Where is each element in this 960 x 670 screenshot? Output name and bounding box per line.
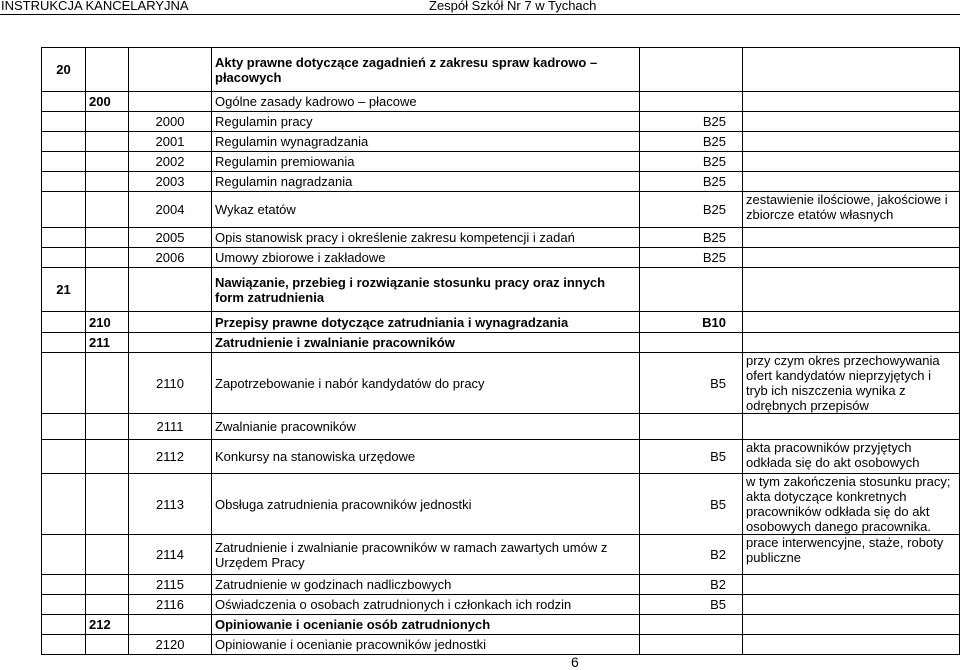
table-row xyxy=(42,353,960,414)
row-title: Regulamin pracy xyxy=(212,112,640,132)
item-code: 2001 xyxy=(129,132,212,152)
row-title: Regulamin premiowania xyxy=(212,152,640,172)
category: B2 xyxy=(640,535,743,575)
item-code: 2005 xyxy=(129,228,212,248)
subgroup-code: 210 xyxy=(86,312,129,333)
remark: akta pracowników przyjętych odkłada się do akt osobowych xyxy=(743,440,960,474)
row-title: Przepisy prawne dotyczące zatrudniania i wynagradzania xyxy=(212,312,640,333)
table-row xyxy=(42,414,960,440)
row-title: Oświadczenia o osobach zatrudnionych i członkach ich rodzin xyxy=(212,595,640,615)
category: B5 xyxy=(640,353,743,414)
row-title: Zatrudnienie i zwalnianie pracowników xyxy=(212,333,640,353)
table-row xyxy=(42,333,960,353)
row-title: Opis stanowisk pracy i określenie zakresu kompetencji i zadań xyxy=(212,228,640,248)
item-code: 2113 xyxy=(129,474,212,535)
table-row xyxy=(42,312,960,333)
item-code: 2110 xyxy=(129,353,212,414)
category: B2 xyxy=(640,575,743,595)
row-title: Ogólne zasady kadrowo – płacowe xyxy=(212,92,640,112)
row-title: Regulamin nagradzania xyxy=(212,172,640,192)
item-code: 2000 xyxy=(129,112,212,132)
category: B25 xyxy=(640,152,743,172)
remark: w tym zakończenia stosunku pracy; akta dotyczące konkretnych pracowników odkłada się do akt osobowych danego pracownika. xyxy=(743,474,960,535)
row-title: Zatrudnienie i zwalnianie pracowników w ramach zawartych umów z Urzędem Pracy xyxy=(212,535,640,575)
row-title: Umowy zbiorowe i zakładowe xyxy=(212,248,640,268)
category: B5 xyxy=(640,595,743,615)
section-title: Akty prawne dotyczące zagadnień z zakresu spraw kadrowo – płacowych xyxy=(212,48,640,92)
table-row xyxy=(42,192,960,228)
subgroup-code: 200 xyxy=(86,92,129,112)
table-row xyxy=(42,474,960,535)
table-row xyxy=(42,248,960,268)
item-code: 2004 xyxy=(129,192,212,228)
subgroup-code: 212 xyxy=(86,615,129,635)
table-row xyxy=(42,92,960,112)
remark: prace interwencyjne, staże, roboty publiczne xyxy=(743,535,960,575)
table-row xyxy=(42,172,960,192)
item-code: 2003 xyxy=(129,172,212,192)
subgroup-code: 211 xyxy=(86,333,129,353)
row-title: Opiniowanie i ocenianie pracowników jednostki xyxy=(212,635,640,655)
remark: zestawienie ilościowe, jakościowe i zbiorcze etatów własnych xyxy=(743,192,960,228)
table-row xyxy=(42,440,960,474)
row-title: Zwalnianie pracowników xyxy=(212,414,640,440)
category: B25 xyxy=(640,112,743,132)
row-title: Zatrudnienie w godzinach nadliczbowych xyxy=(212,575,640,595)
category: B10 xyxy=(640,312,743,333)
table-row xyxy=(42,48,960,92)
item-code: 2120 xyxy=(129,635,212,655)
records-table xyxy=(41,47,960,655)
category: B25 xyxy=(640,192,743,228)
group-code: 20 xyxy=(42,48,86,92)
category: B25 xyxy=(640,248,743,268)
item-code: 2116 xyxy=(129,595,212,615)
category: B5 xyxy=(640,440,743,474)
category: B25 xyxy=(640,172,743,192)
table-row xyxy=(42,132,960,152)
header-center: Zespół Szkół Nr 7 w Tychach xyxy=(429,0,597,13)
item-code: 2002 xyxy=(129,152,212,172)
row-title: Opiniowanie i ocenianie osób zatrudnionych xyxy=(212,615,640,635)
item-code: 2114 xyxy=(129,535,212,575)
table-row xyxy=(42,228,960,248)
row-title: Obsługa zatrudnienia pracowników jednostki xyxy=(212,474,640,535)
group-code: 21 xyxy=(42,268,86,312)
item-code: 2006 xyxy=(129,248,212,268)
row-title: Wykaz etatów xyxy=(212,192,640,228)
row-title: Regulamin wynagradzania xyxy=(212,132,640,152)
table-row xyxy=(42,112,960,132)
table-row xyxy=(42,152,960,172)
category: B5 xyxy=(640,474,743,535)
page-header xyxy=(0,0,960,15)
item-code: 2111 xyxy=(129,414,212,440)
table-row xyxy=(42,615,960,635)
table-row xyxy=(42,535,960,575)
remark: przy czym okres przechowywania ofert kandydatów nieprzyjętych i tryb ich niszczenia wynika z odrębnych przepisów xyxy=(743,353,960,414)
row-title: Konkursy na stanowiska urzędowe xyxy=(212,440,640,474)
category: B25 xyxy=(640,132,743,152)
category: B25 xyxy=(640,228,743,248)
section-title: Nawiązanie, przebieg i rozwiązanie stosunku pracy oraz innych form zatrudnienia xyxy=(212,268,640,312)
item-code: 2115 xyxy=(129,575,212,595)
table-row xyxy=(42,575,960,595)
header-left: INSTRUKCJA KANCELARYJNA xyxy=(1,0,189,13)
table-row xyxy=(42,268,960,312)
table-row xyxy=(42,635,960,655)
row-title: Zapotrzebowanie i nabór kandydatów do pracy xyxy=(212,353,640,414)
item-code: 2112 xyxy=(129,440,212,474)
table-row xyxy=(42,595,960,615)
page-number: 6 xyxy=(571,654,579,670)
